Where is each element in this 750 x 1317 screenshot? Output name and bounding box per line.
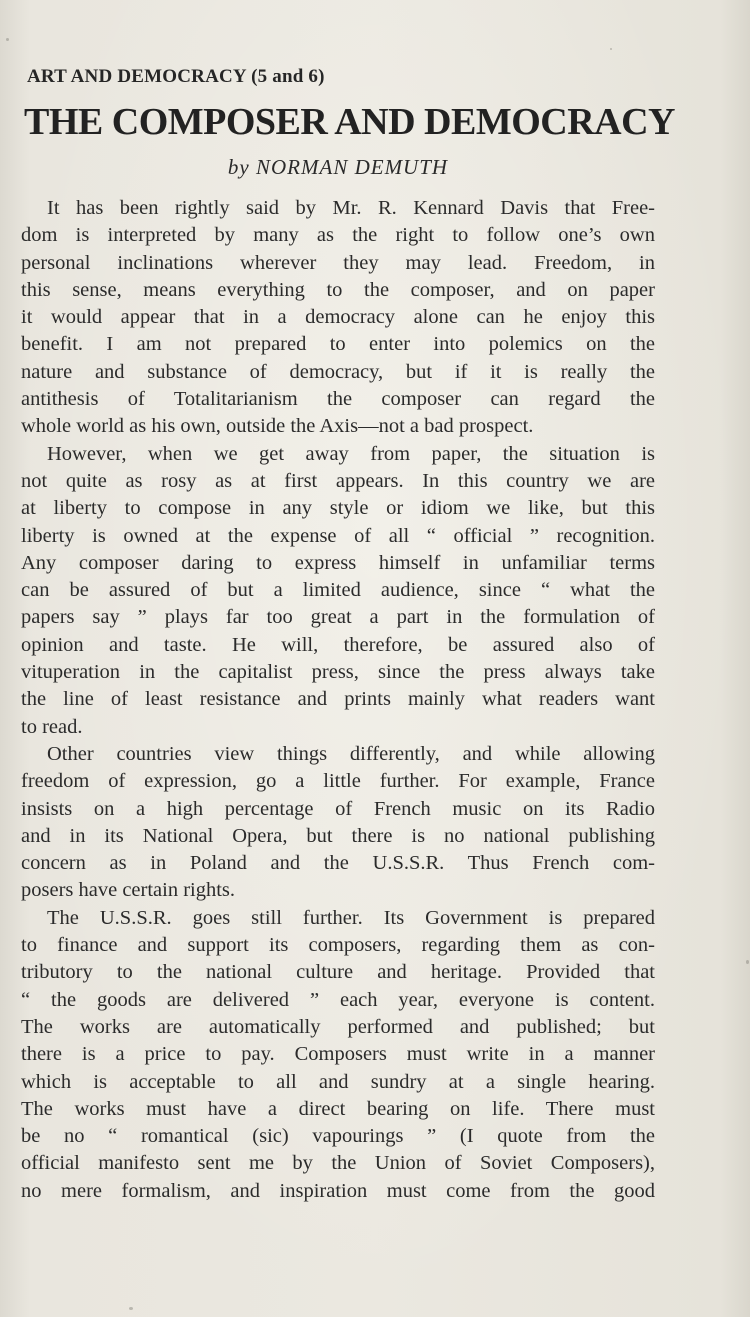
text-line: concern as in Poland and the U.S.S.R. Thus French com- <box>21 852 655 875</box>
text-line: The works are automatically performed and published; but <box>21 1015 655 1038</box>
text-line: whole world as his own, outside the Axis—not a bad prospect. <box>21 415 534 438</box>
text-line: to finance and support its composers, regarding them as con- <box>21 934 655 957</box>
text-line: to read. <box>21 715 83 738</box>
text-line: nature and substance of democracy, but if it is really the <box>21 360 655 383</box>
text-line: not quite as rosy as at first appears. In this country we are <box>21 469 655 492</box>
text-line: “ the goods are delivered ” each year, everyone is content. <box>21 988 655 1011</box>
text-line: benefit. I am not prepared to enter into polemics on the <box>21 333 655 356</box>
paper-speck <box>6 38 9 41</box>
text-line: there is a price to pay. Composers must write in a manner <box>21 1043 655 1066</box>
text-line: can be assured of but a limited audience, since “ what the <box>21 579 655 602</box>
paper-speck <box>610 48 612 50</box>
text-line: it would appear that in a democracy alone can he enjoy this <box>21 306 655 329</box>
article-title: THE COMPOSER AND DEMOCRACY <box>24 101 675 143</box>
text-line: insists on a high percentage of French music on its Radio <box>21 797 655 820</box>
text-line: However, when we get away from paper, the situation is <box>47 442 655 465</box>
text-line: dom is interpreted by many as the right to follow one’s own <box>21 224 655 247</box>
paper-speck <box>746 960 749 964</box>
text-line: which is acceptable to all and sundry at a single hearing. <box>21 1070 655 1093</box>
text-line: papers say ” plays far too great a part in the formulation of <box>21 606 655 629</box>
text-line: liberty is owned at the expense of all “ official ” recognition. <box>21 524 655 547</box>
text-line: opinion and taste. He will, therefore, be assured also of <box>21 633 655 656</box>
text-line: The U.S.S.R. goes still further. Its Government is prepared <box>47 906 655 929</box>
text-line: vituperation in the capitalist press, since the press always take <box>21 661 655 684</box>
text-line: official manifesto sent me by the Union of Soviet Composers), <box>21 1152 655 1175</box>
text-line: The works must have a direct bearing on life. There must <box>21 1097 655 1120</box>
text-line: personal inclinations wherever they may lead. Freedom, in <box>21 251 655 274</box>
text-line: the line of least resistance and prints mainly what readers want <box>21 688 655 711</box>
text-line: and in its National Opera, but there is no national publishing <box>21 824 655 847</box>
text-line: antithesis of Totalitarianism the composer can regard the <box>21 388 655 411</box>
text-line: tributory to the national culture and heritage. Provided that <box>21 961 655 984</box>
text-line: no mere formalism, and inspiration must come from the good <box>21 1179 655 1202</box>
section-heading: ART AND DEMOCRACY (5 and 6) <box>27 66 325 87</box>
text-line: be no “ romantical (sic) vapourings ” (I quote from the <box>21 1125 655 1148</box>
text-line: at liberty to compose in any style or idiom we like, but this <box>21 497 655 520</box>
text-line: It has been rightly said by Mr. R. Kennard Davis that Free- <box>47 197 655 219</box>
paper-speck <box>129 1307 133 1310</box>
text-line: Other countries view things differently, and while allowing <box>47 742 655 765</box>
text-line: posers have certain rights. <box>21 879 236 902</box>
text-line: Any composer daring to express himself in unfamiliar terms <box>21 551 655 574</box>
text-line: freedom of expression, go a little further. For example, France <box>21 770 655 793</box>
author-byline: by NORMAN DEMUTH <box>227 155 449 179</box>
text-line: this sense, means everything to the composer, and on paper <box>21 278 655 301</box>
article-body <box>21 195 655 1205</box>
